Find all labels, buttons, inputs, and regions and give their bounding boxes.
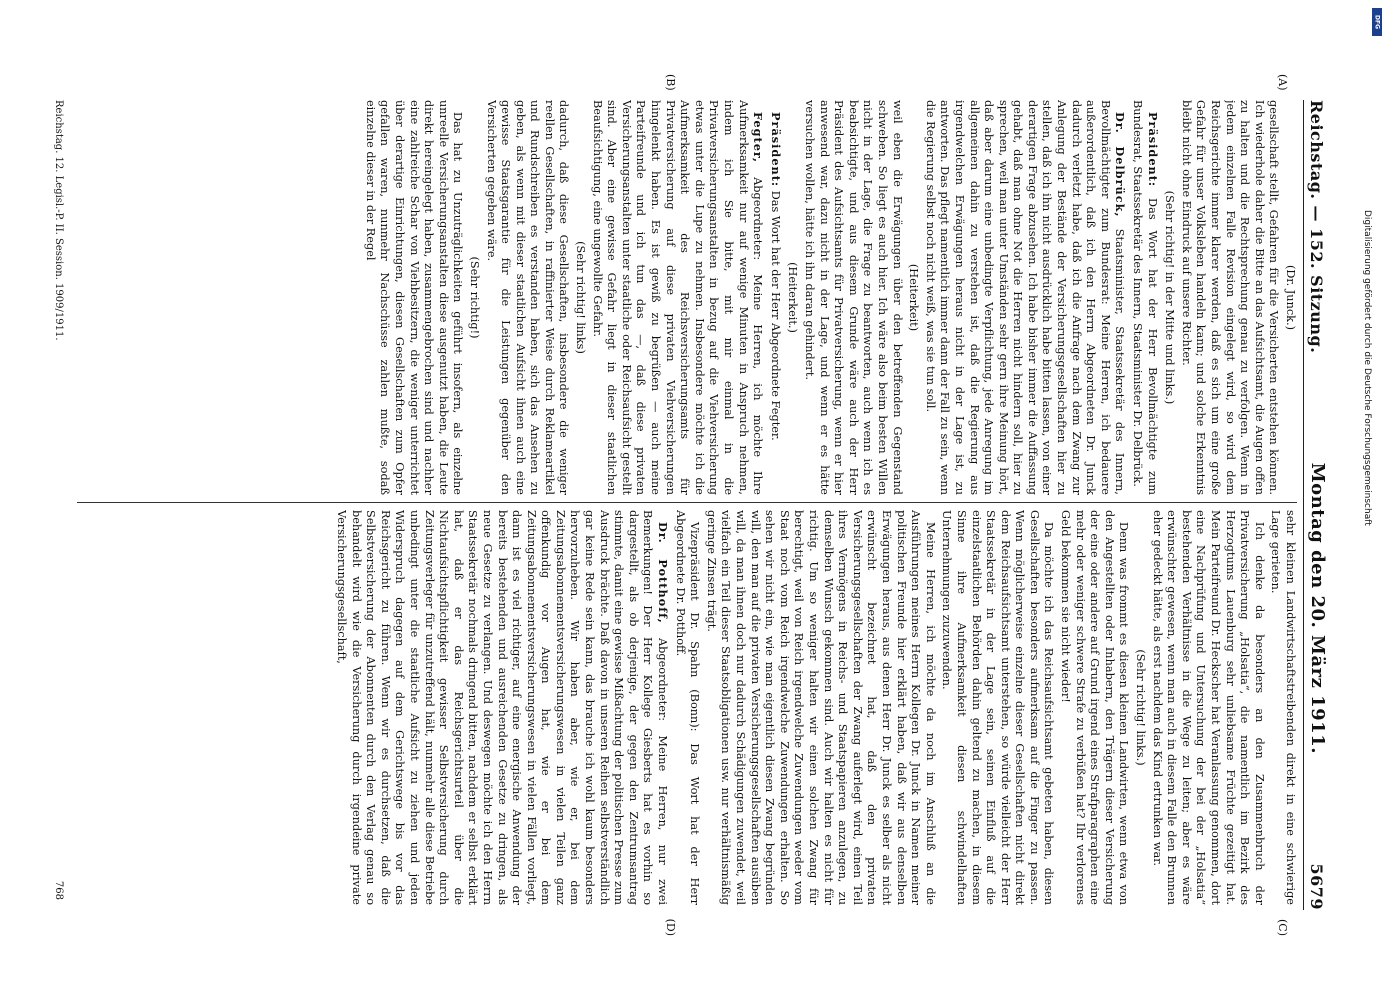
- dfg-logo: DFG: [1372, 8, 1382, 36]
- paragraph-text: Das Wort hat der Herr Abgeordnete Fegter.: [768, 187, 782, 441]
- speaker-name: Präsident:: [768, 112, 783, 188]
- paragraph-text: (Heiterkeit): [906, 263, 920, 332]
- header-date: Montag den 20. März 1911.: [1306, 462, 1328, 754]
- footer-session: Reichstag. 12. Legisl.-P. II. Session. 1909/1911.: [52, 100, 64, 341]
- right-column-paragraph: [1132, 510, 1147, 905]
- paragraph-text: Meine Herren, ich möchte da noch im Anschluß an die Ausführungen meines Herrn Kollegen Dr. Junck in Namen meiner politischen Freunde hier erklärt haben, daß wir aus denselben Erwägungen heraus, aus denen Herr Dr. Junck es selber als nicht erwünscht bezeichnet hat, daß den privaten Versicherungsgesellschaften der Zwang auferlegt wird, einen Teil ihres Vermögens in Reichs- und Staatspapieren anzulegen, zu demselben Wunsch gekommen sind. Auch wir halten es nicht für richtig. Um so weniger halten wir einen solchen Zwang für berechtigt, weil von Reich irgendwelche Zuwendungen weder vom Staat noch vom Reich irgendwelche Zuwendungen erhalten. So sehen wir nicht ein, wie man eigentlich diesen Zwang begründen will, den man auf die privaten Versicherungsgesellschaften ausüben will, da man ihnen doch nur dadurch Schädigungen zuwendet, weil vielfach ein Teil dieser Staatsobligationen usw. nur verhältnismäßig geringe Zinsen trägt.: [704, 510, 937, 905]
- paragraph-text: Da möchte ich das Reichsaufsichtsamt gebeten haben, diesen Gesellschaften besonders aufmerksam auf die Finger zu passen. Wenn möglicherweise einzelne dieser Gesellschaften nicht direkt dem Reichsaufsichtsamt unterstehen, so würde vielleicht der Herr Staatssekretär in der Lage sein, seinen Einfluß auf die einzelstaatlichen Behörden dahin geltend zu machen, in diesem Sinne ihre Aufmerksamkeit diesen schwindelhaften Unternehmungen zuzuwenden.: [939, 510, 1055, 905]
- right-column-paragraph: [938, 510, 1055, 905]
- paragraph-text: weil eben die Erwägungen über den betreffenden Gegenstand schweben. So liegt es auch hier. Ich wäre also beim besten Willen nicht in der Lage, die Frage zu beantworten, auch wenn ich es beabsichtigte, und aus diesem Grunde wäre auch der Herr Präsident des Aufsichtsamts für Privatversicherung, wenn er hier anwesend war, dazu nicht in der Lage, und wenn er es hätte versuchen wollen, hätte ich ihn daran gehindert.: [802, 100, 904, 495]
- right-column-paragraph: [1149, 510, 1266, 905]
- column-divider: [77, 502, 1297, 503]
- paragraph-text: (Sehr richtig!): [467, 256, 481, 339]
- margin-marker-d: (D): [663, 918, 677, 936]
- header-left: Reichstag. — 152. Sitzung.: [1306, 100, 1326, 354]
- right-column-paragraph: [672, 510, 701, 905]
- left-column: [77, 100, 1297, 495]
- left-column-paragraph: [1161, 100, 1176, 495]
- document-page: [47, 30, 1337, 970]
- right-column-paragraph: [1057, 510, 1130, 905]
- right-column-paragraph: [1267, 510, 1296, 905]
- paragraph-text: Vizepräsident Dr. Spahn (Bonn): Das Wort hat der Herr Abgeordnete Dr. Potthoff.: [673, 510, 701, 905]
- paragraph-text: (Sehr richtig! links.): [1133, 649, 1147, 766]
- paragraph-text: Staatsminister, Staatssekretär des Innern, Bevollmächtigter zum Bundesrat: Meine Herren, ich bedauere außerordentlich, daß ich den Herrn Abgeordneten Dr. Junck dadurch verletzt habe, daß ich die Anfrage nach dem Zwang zur Anlegung der Bestände der Versicherungsgesellschaften hier zu stellen, daß ich ihn nicht ausdrücklich habe bitten lassen, von einer derartigen Frage abzusehen. Ich habe bisher immer die Auffassung gehabt, daß man ohne Not die Herren nicht hindern soll, hier zu sprechen, weil man unter Umständen sehr gern ihre Meinung hört, daß aber darum eine unbedingte Verpflichtung, jede Anregung im allgemeinen dahin zu verstehen ist, daß die Regierung aus irgendwelchen Erwägungen heraus nicht in der Lage ist, zu antworten. Das pflegt namentlich immer dann der Fall zu sein, wenn die Regierung selbst noch nicht weiß, was sie tun soll.: [923, 100, 1126, 495]
- paragraph-text: Das hat zu Unzuträglichkeiten geführt insofern, als einzelne unreelle Versicherungsanstalten diese ausgenutzt haben, die Leute direkt hereingelegt haben, zusammengebrochen sind und nachher eine zahlreiche Schar von Viehbesitzern, die weniger unterrichtet über derartige Einrichtungen, diesen Gesellschaften zum Opfer gefallen waren, nunmehr Nachschüsse zahlen mußte, sodaß einzelne dieser in der Regel: [363, 100, 464, 495]
- left-column-paragraph: [767, 100, 783, 495]
- paragraph-text: (Dr. Junck.): [1283, 264, 1297, 331]
- right-column: [77, 510, 1297, 905]
- paragraph-text: sehr kleinen Landwirtschaftstreibenden direkt in eine schwierige Lage gerieten.: [1268, 510, 1297, 905]
- footer-sheet-number: 768: [52, 880, 64, 900]
- paragraph-text: (Sehr richtig! links): [573, 241, 587, 354]
- margin-marker-a: (A): [1275, 74, 1289, 91]
- paragraph-text: Abgeordneter: Meine Herren, nur zwei Bemerkungen! Der Herr Kollege Giesberts hat es vorhin so dargestellt, als ob derjenige, der gegen den Zentrumsantrag stimmte, damit eine gewisse Mißachtung der politischen Presse zum Ausdruck brächte. Daß davon in unseren Reihen selbstverständlich gar keine Rede sein kann, das brauche ich wohl kaum besonders hervorzuheben. Wir haben aber, wie er, bei dem Zeitungsabonnementsversicherungswesen in vielen Teilen ganz offenkundig vor Augen hat, wie er bei dem Zeitungsabonnementsversicherungswesen in vielen Fällen vorliegt, dann ist es viel richtiger, auf eine energische Anwendung der bereits bestehenden und ausreichenden Gesetze zu dringen, als neue Gesetze zu verlangen. Und deswegen möchte ich den Herrn Staatssekretär nochmals dringend bitten, nachdem er selbst erklärt hat, daß er das Reichsgerichtsurteil über die Nichtaufsichtspflichtigkeit gewisser Selbstversicherung durch Zeitungsverleger für unzutreffend hält, nunmehr alle diese Betriebe unbedingt unter die staatliche Aufsicht zu ziehen und jeden Widerspruch dagegen auf dem Gerichtswege bis vor das Reichsgericht zu führen. Wenn wir es durchsetzen, daß die Selbstversicherung der Abonnenten durch den Verlag genau so behandelt wird wie die Versicherung durch irgendeine private Versicherungsgesellschaft,: [334, 510, 669, 905]
- left-column-paragraph: [589, 100, 765, 495]
- paragraph-text: dadurch, daß diese Gesellschaften, insbesondere die weniger reellen Gesellschaften, in raffinierter Weise durch Reklameartikel und Rundschreiben es verstanden haben, sich das Ansehen zu geben, als wenn mit dieser staatlichen Aufsicht ihnen auch eine gewisse Staatsgarantie für die Leistungen gegenüber den Versicherten gegeben wäre.: [484, 100, 570, 495]
- left-column-paragraph: [362, 100, 464, 495]
- left-column-paragraph: [905, 100, 920, 495]
- left-column-paragraph: [1178, 100, 1280, 495]
- margin-marker-b: (B): [663, 74, 677, 91]
- digitization-credit: Digitalisierung gefördert durch die Deutsche Forschungsgemeinschaft: [1362, 210, 1372, 526]
- paragraph-text: (Heiterkeit.): [785, 262, 799, 333]
- left-column-paragraph: [572, 100, 587, 495]
- speaker-name: Fegter,: [750, 112, 765, 163]
- right-column-paragraph: [703, 510, 937, 905]
- left-column-paragraph: [1282, 100, 1297, 495]
- paragraph-text: Ich denke da besonders an den Zusammenbruch der Privatversicherung „Holsatia“, die namentlich im Bezirk des Herzogtums Lauenburg sehr unliebsame Früchte gezeitigt hat. Mein Parteifreund Dr. Heckscher hat Veranlassung genommen, dort eine Nachprüfung und Untersuchung der bei der „Holsatia“ bestehenden Verhältnisse in die Wege zu leiten; aber es wäre erwünschter gewesen, wenn man auch in diesem Falle den Brunnen eher gedeckt hätte, als erst nachdem das Kind ertrunken war.: [1150, 510, 1266, 905]
- left-column-paragraph: [482, 100, 570, 495]
- page-header: [1303, 100, 1333, 910]
- speaker-name: Dr. Delbrück,: [1112, 112, 1127, 218]
- left-column-paragraph: [801, 100, 903, 495]
- paragraph-text: gesellschaft stellt, Gefahren für die Versicherten entstehen können. Ich wiederhole daher die Bitte an das Aufsichtsamt, die Augen offen zu halten und die Rechtsprechung genau zu verfolgen. Wenn in jedem einzelnen Falle Revision eingelegt wird, so wird dem Reichsgerichte immer klarer werden, daß es sich um eine große Gefahr für unser Volksleben handeln kann; und solche Erkenntnis bleibt nicht ohne Eindruck auf unsere Richter.: [1179, 100, 1280, 495]
- paragraph-text: Denn was frommt es diesen kleinen Landwirten, wenn etwa von den Angestellten oder Inhabern, den Trägern dieser Versicherung der eine oder andere auf Grund irgend eines Strafparagraphen eine mehr oder weniger schwere Strafe zu verbüßen hat? Ihr verlorenes Geld bekommen sie nicht wieder!: [1058, 510, 1130, 905]
- margin-marker-c: (C): [1275, 919, 1289, 936]
- page-number: 5679: [1306, 863, 1326, 910]
- left-column-paragraph: [1129, 100, 1159, 495]
- speaker-name: Dr. Potthoff,: [655, 522, 670, 624]
- left-column-paragraph: [922, 100, 1127, 495]
- paragraph-text: Das Wort hat der Herr Bevollmächtigte zum Bundesrat, Staatssekretär des Innern, Staatsminister Dr. Delbrück.: [1130, 100, 1159, 495]
- left-column-paragraph: [466, 100, 481, 495]
- left-column-paragraph: [784, 100, 799, 495]
- speaker-name: Präsident:: [1145, 112, 1160, 188]
- paragraph-text: Abgeordneter: Meine Herren, ich möchte Ihre Aufmerksamkeit nur auf wenige Minuten in Anspruch nehmen, indem ich Sie bitte, mit mir einmal in die Privatversicherungsanstalten in bezug auf die Viehversicherung etwas unter die Lupe zu nehmen. Insbesondere möchte ich die Aufmerksamkeit des Reichsversicherungsamts für Privatversicherung auf diese privaten Viehversicherungen hingelenkt haben. Es ist gewiß zu begrüßen — auch meine Parteifreunde und ich tun das —, daß diese privaten Versicherungsanstalten unter staatliche oder Reichsaufsicht gestellt sind. Aber eine gewisse Gefahr liegt in dieser staatlichen Beaufsichtigung, eine ungewollte Gefahr.: [590, 100, 764, 495]
- paragraph-text: (Sehr richtig! in der Mitte und links.): [1162, 190, 1176, 405]
- right-column-paragraph: [333, 510, 670, 905]
